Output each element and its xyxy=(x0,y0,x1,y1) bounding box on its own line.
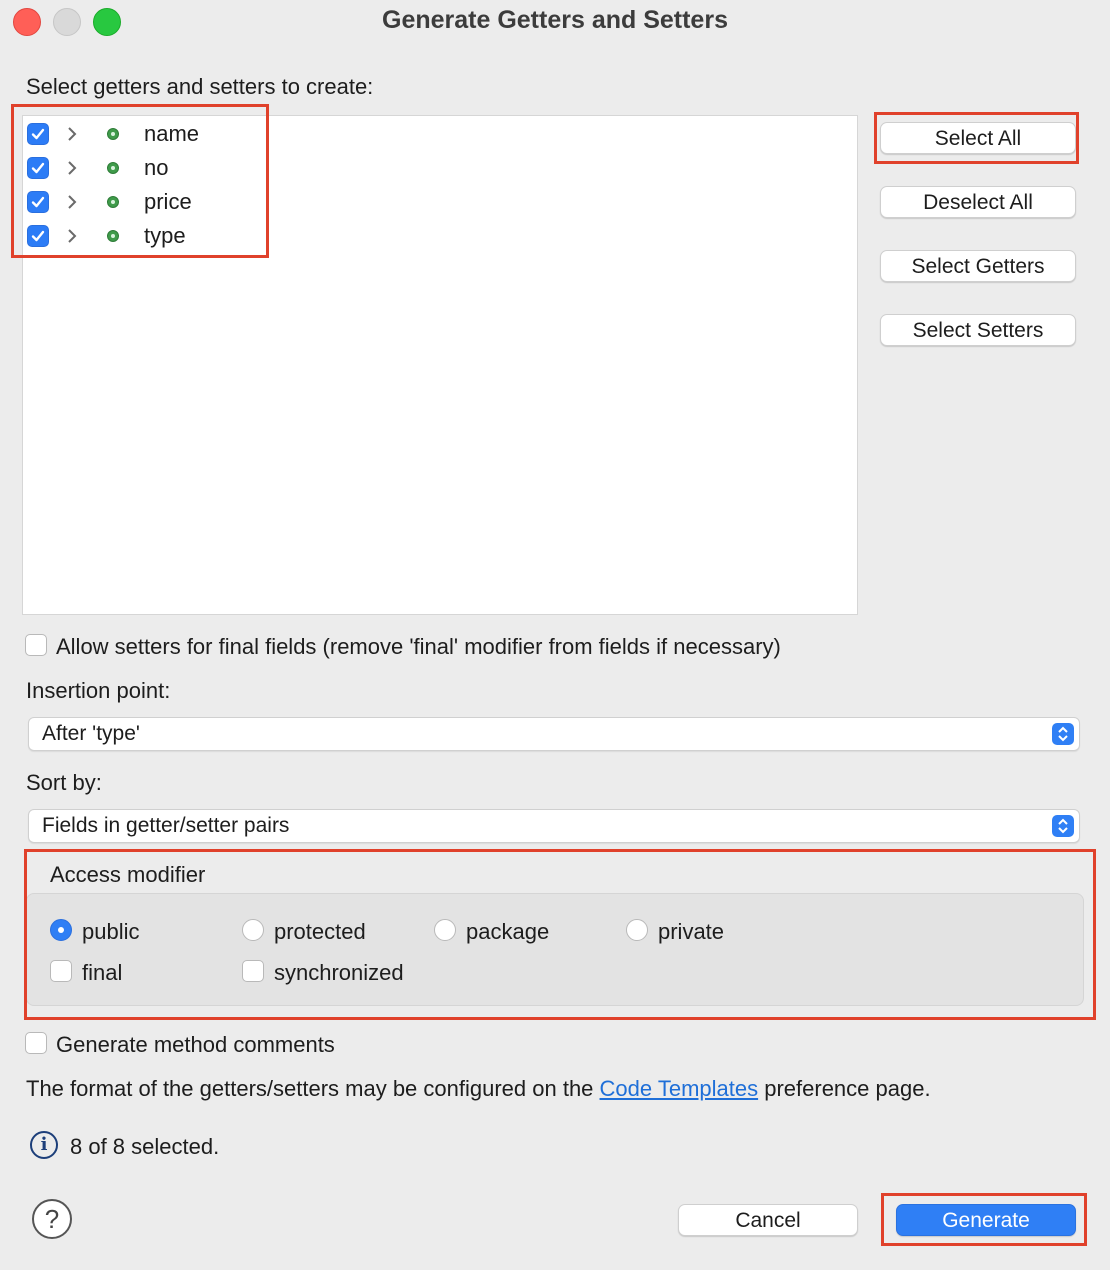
help-icon[interactable]: ? xyxy=(32,1199,72,1239)
format-note-suffix: preference page. xyxy=(758,1076,931,1101)
radio-public-label: public xyxy=(82,919,140,944)
format-note xyxy=(26,1076,931,1102)
generate-comments-checkbox[interactable] xyxy=(25,1032,47,1054)
insertion-point-select[interactable] xyxy=(28,717,1080,751)
tree-item-label: type xyxy=(144,223,186,248)
insertion-point-label: Insertion point: xyxy=(26,678,171,703)
allow-final-checkbox[interactable] xyxy=(25,634,47,656)
access-modifier-label: Access modifier xyxy=(50,862,206,887)
title-bar xyxy=(0,0,1110,44)
highlight-box-generate xyxy=(881,1193,1087,1246)
highlight-box-access-modifier xyxy=(24,849,1096,1020)
radio-package-label: package xyxy=(466,919,550,944)
sort-by-label: Sort by: xyxy=(26,770,102,795)
radio-private-label: private xyxy=(658,919,725,944)
highlight-box-tree-items xyxy=(11,104,269,258)
format-note-text: The format of the getters/setters may be configured on the xyxy=(26,1076,600,1101)
radio-protected-label: protected xyxy=(274,919,366,944)
updown-chevron-icon xyxy=(1052,723,1074,745)
insertion-point-value: After 'type' xyxy=(42,722,140,745)
window-title: Generate Getters and Setters xyxy=(382,6,728,34)
deselect-all-button[interactable]: Deselect All xyxy=(880,186,1076,218)
generate-button[interactable]: Generate xyxy=(896,1204,1076,1236)
select-setters-button[interactable]: Select Setters xyxy=(880,314,1076,346)
select-getters-button[interactable]: Select Getters xyxy=(880,250,1076,282)
highlight-box-select-all xyxy=(874,112,1079,164)
tree-item-label: no xyxy=(144,155,169,180)
code-templates-link[interactable]: Code Templates xyxy=(599,1076,759,1101)
tree-item-label: name xyxy=(144,121,200,146)
allow-final-label: Allow setters for final fields (remove 'final' modifier from fields if necessary) xyxy=(56,634,781,659)
tree-item-label: price xyxy=(144,189,192,214)
updown-chevron-icon xyxy=(1052,815,1074,837)
synchronized-label: synchronized xyxy=(274,960,404,985)
tree-label: Select getters and setters to create: xyxy=(26,74,374,99)
selection-status: 8 of 8 selected. xyxy=(70,1134,220,1159)
cancel-button[interactable]: Cancel xyxy=(678,1204,858,1236)
final-label: final xyxy=(82,960,123,985)
sort-by-select[interactable] xyxy=(28,809,1080,843)
generate-comments-label: Generate method comments xyxy=(56,1032,335,1057)
select-all-button[interactable]: Select All xyxy=(880,122,1076,154)
info-icon: i xyxy=(30,1131,58,1159)
sort-by-value: Fields in getter/setter pairs xyxy=(42,814,290,837)
